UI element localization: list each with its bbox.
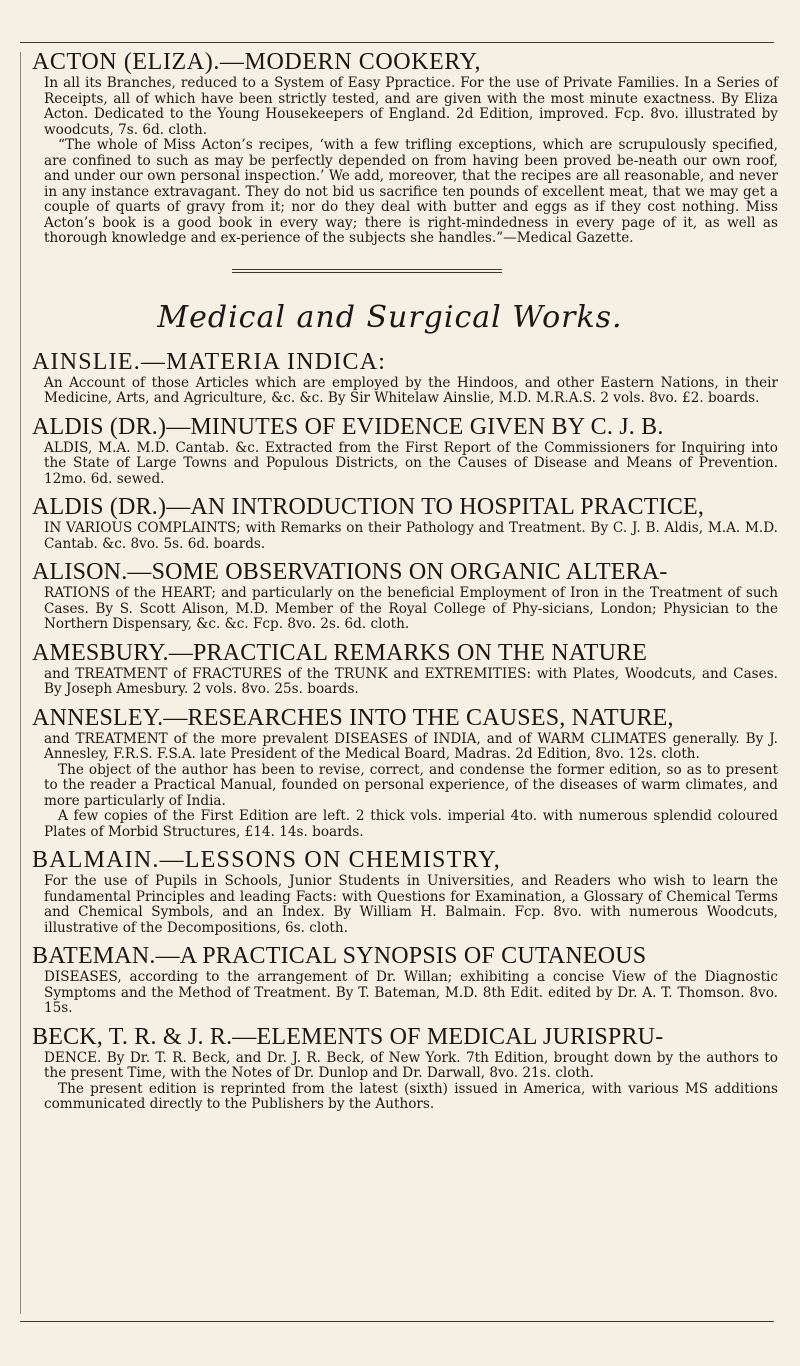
entry-description: ALDIS, M.A. M.D. Cantab. &c. Extracted from the First Report of the Commissioners for Inquiring into the State of Large Towns and Populous Districts, on the Causes of Disease and Means of Prevention. 12mo. 6d. sewed.	[44, 439, 778, 487]
catalogue-page	[14, 0, 784, 1366]
entry-description: and TREATMENT of FRACTURES of the TRUNK and EXTREMITIES: with Plates, Woodcuts, and Cases. By Joseph Amesbury. 2 vols. 8vo. 25s. boards.	[44, 665, 778, 697]
entry-note: The object of the author has been to revise, correct, and condense the former edition, so as to present to the reader a Practical Manual, founded on personal experience, of the diseases of warm climates, and more particularly of India.	[44, 761, 778, 809]
entry-ainslie	[32, 349, 778, 407]
entry-annesley	[32, 705, 778, 841]
section-divider	[232, 269, 502, 273]
entry-heading: ALDIS (DR.)—MINUTES OF EVIDENCE GIVEN BY C. J. B.	[32, 413, 664, 440]
entry-heading: ACTON (ELIZA).—MODERN COOKERY,	[32, 49, 482, 75]
entry-aldis-introduction	[32, 494, 778, 552]
entry-alison	[32, 559, 778, 633]
entry-description: An Account of those Articles which are employed by the Hindoos, and other Eastern Nations, in their Medicine, Arts, and Agriculture, &c. &c. By Sir Whitelaw Ainslie, M.D. M.R.A.S. 2 vols. 8vo. £2. boards.	[44, 374, 778, 406]
entry-heading: BATEMAN.—A PRACTICAL SYNOPSIS OF CUTANEOUS	[32, 943, 647, 969]
top-rule	[20, 42, 774, 43]
entry-heading: ALDIS (DR.)—AN INTRODUCTION TO HOSPITAL PRACTICE,	[32, 494, 705, 520]
catalogue-content	[32, 49, 778, 1120]
entry-balmain	[32, 847, 778, 936]
entry-description: RATIONS of the HEART; and particularly on the beneficial Employment of Iron in the Treatment of such Cases. By S. Scott Alison, M.D. Member of the Royal College of Phy-sicians, London; Physician to the Northern Dispensary, &c. &c. Fcp. 8vo. 2s. 6d. cloth.	[44, 585, 778, 632]
section-title: Medical and Surgical Works.	[157, 299, 623, 335]
entry-heading: AMESBURY.—PRACTICAL REMARKS ON THE NATURE	[32, 639, 648, 666]
entry-heading: BALMAIN.—LESSONS ON CHEMISTRY,	[32, 847, 501, 873]
entry-description: and TREATMENT of the more prevalent DISEASES of INDIA, and of WARM CLIMATES generally. By J. Annesley, F.R.S. F.S.A. late President of the Medical Board, Madras. 2d Edition, 8vo. 12s. cloth.	[44, 730, 778, 762]
entry-description: For the use of Pupils in Schools, Junior Students in Universities, and Readers who wish to learn the fundamental Principles and leading Facts: with Questions for Examination, a Glossary of Chemical Terms and Chemical Symbols, and an Index. By William H. Balmain. Fcp. 8vo. with numerous Woodcuts, illustrative of the Decompositions, 6s. cloth.	[44, 873, 778, 936]
entry-heading: ALISON.—SOME OBSERVATIONS ON ORGANIC ALTERA-	[32, 559, 668, 585]
entry-heading: ANNESLEY.—RESEARCHES INTO THE CAUSES, NATURE,	[32, 704, 674, 731]
entry-heading: AINSLIE.—MATERIA INDICA:	[32, 348, 387, 375]
entry-acton	[32, 49, 778, 247]
entry-description: IN VARIOUS COMPLAINTS; with Remarks on their Pathology and Treatment. By C. J. B. Aldis, M.A. M.D. Cantab. &c. 8vo. 5s. 6d. boards.	[44, 520, 778, 552]
entry-heading: BECK, T. R. & J. R.—ELEMENTS OF MEDICAL JURISPRU-	[32, 1023, 664, 1050]
entry-review-quote: “The whole of Miss Acton’s recipes, ‘with a few trifling exceptions, which are scrupulously specified, are confined to such as may be perfectly depended on from having been proved be-neath our own roof, and under our own personal inspection.’ We add, moreover, that the recipes are all reasonable, and never in any instance extravagant. They do not bid us sacrifice ten pounds of excellent meat, that we may get a couple of quarts of gravy from it; nor do they deal with butter and eggs as if they cost nothing. Miss Acton’s book is a good book in every way; there is right-mindedness in every page of it, as well as thorough knowledge and ex-perience of the subjects she handles.”—Medical Gazette.	[44, 137, 778, 246]
entry-amesbury	[32, 640, 778, 698]
entry-description: DISEASES, according to the arrangement of Dr. Willan; exhibiting a concise View of the Diagnostic Symptoms and the Method of Treatment. By T. Bateman, M.D. 8th Edit. edited by Dr. A. T. Thomson. 8vo. 15s.	[44, 969, 778, 1016]
entry-description: DENCE. By Dr. T. R. Beck, and Dr. J. R. Beck, of New York. 7th Edition, brought down by the authors to the present Time, with the Notes of Dr. Dunlop and Dr. Darwall, 8vo. 21s. cloth.	[44, 1049, 778, 1081]
entry-bateman	[32, 943, 778, 1017]
entry-note: A few copies of the First Edition are left. 2 thick vols. imperial 4to. with numerous splendid coloured Plates of Morbid Structures, £14. 14s. boards.	[44, 808, 778, 840]
entry-note: The present edition is reprinted from the latest (sixth) issued in America, with various MS additions communicated directly to the Publishers by the Authors.	[44, 1080, 778, 1112]
bottom-rule	[20, 1321, 774, 1322]
left-rule	[20, 52, 21, 1314]
entry-beck	[32, 1024, 778, 1113]
entry-description: In all its Branches, reduced to a System of Easy Ppractice. For the use of Private Families. In a Series of Receipts, all of which have been strictly tested, and are given with the most minute exactness. By Eliza Acton. Dedicated to the Young Housekeepers of England. 2d Edition, improved. Fcp. 8vo. illustrated by woodcuts, 7s. 6d. cloth.	[44, 75, 778, 138]
entry-aldis-minutes	[32, 414, 778, 488]
